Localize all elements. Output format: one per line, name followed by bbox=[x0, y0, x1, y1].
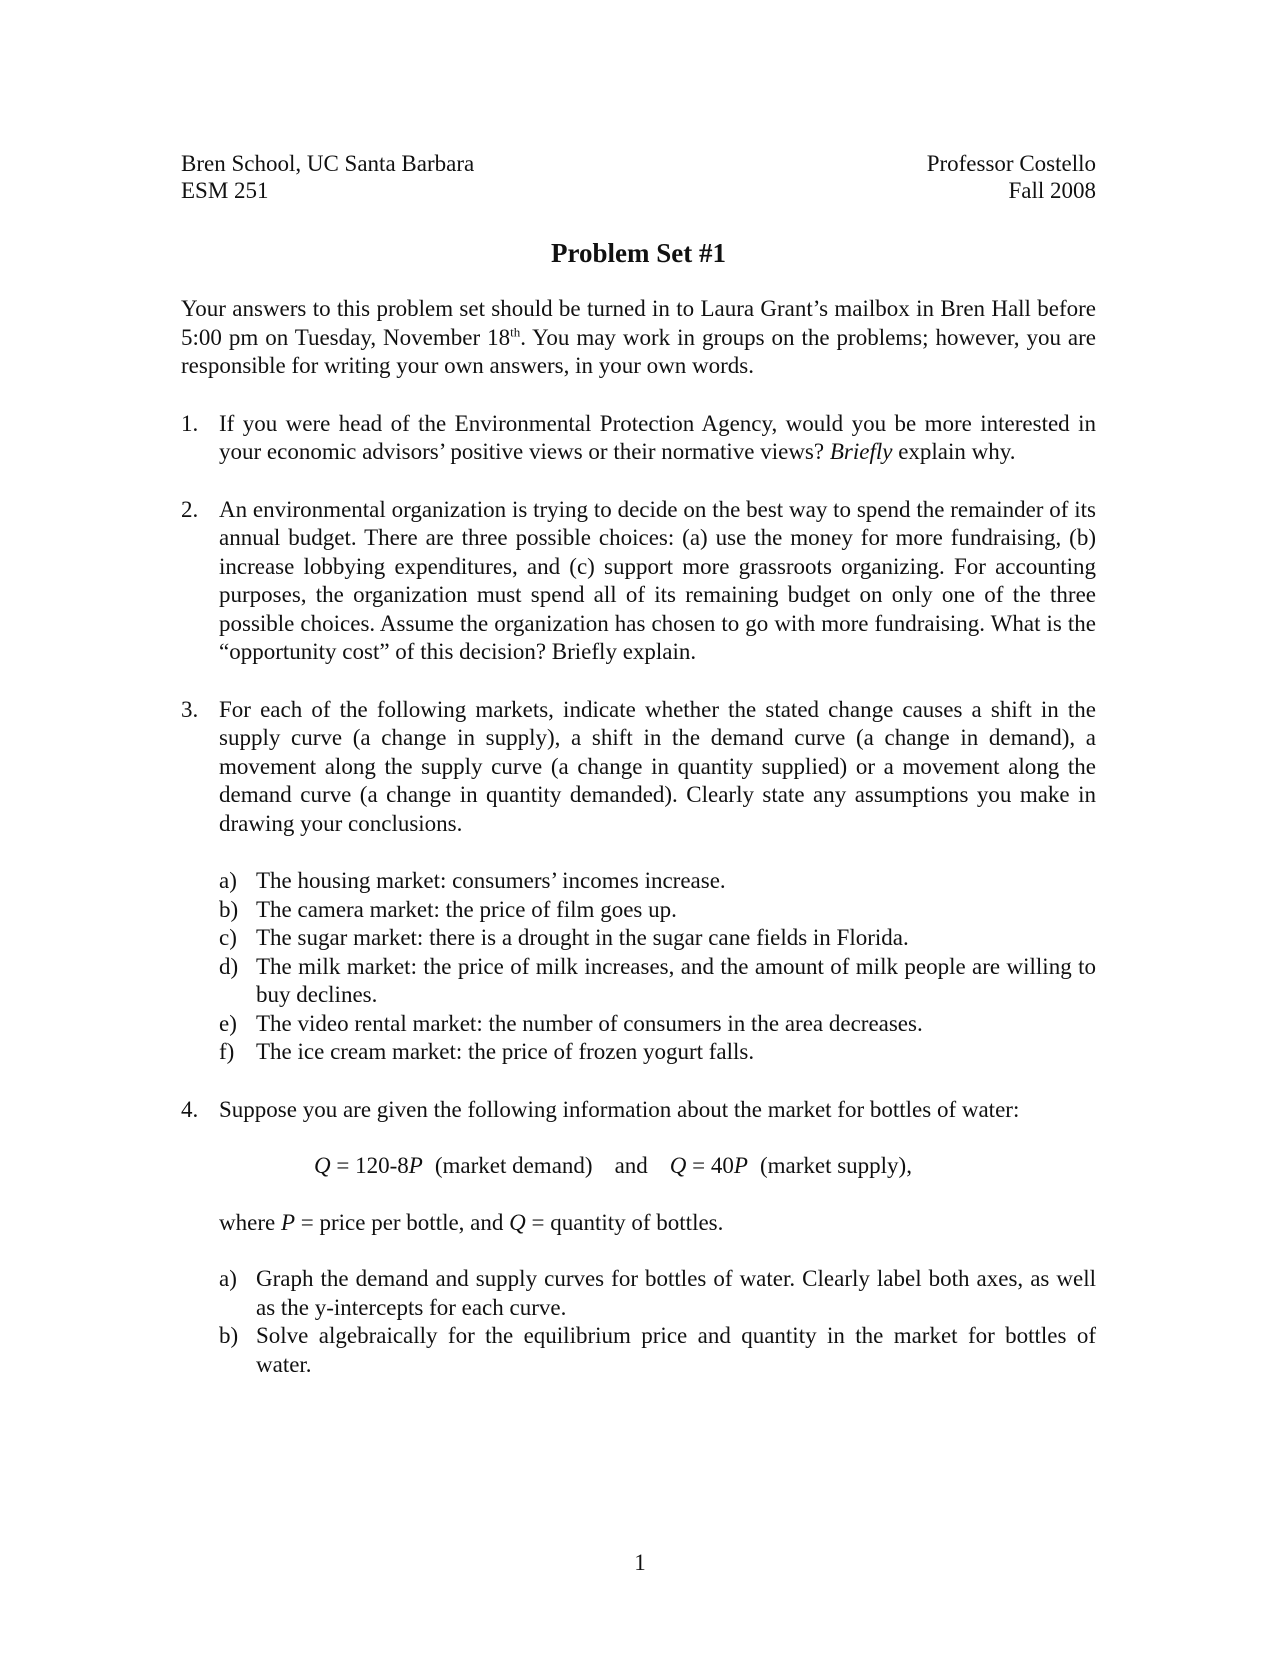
market-equations: Q = 120-8P (market demand) and Q = 40P (market supply), bbox=[314, 1153, 912, 1178]
question-number: 2. bbox=[181, 496, 199, 522]
ordinal-suffix: th bbox=[510, 323, 521, 339]
course-code: ESM 251 bbox=[181, 178, 269, 203]
question-4-parts bbox=[219, 1265, 1096, 1379]
question-1: 1. If you were head of the Environmental Protection Agency, would you be more interested in your economic advisors’ positive views or their normative views? Briefly explain why. bbox=[181, 410, 1096, 464]
intro-paragraph: Your answers to this problem set should be turned in to Laura Grant’s mailbox in Bren Hall before 5:00 pm on Tuesday, November 18th. You may work in groups on the problems; however, you are responsible for writing your own answers, in your own words. bbox=[181, 296, 1096, 378]
variable-definitions: where P = price per bottle, and Q = quantity of bottles. bbox=[219, 1209, 724, 1235]
list-item: a) The housing market: consumers’ incomes increase. bbox=[219, 868, 726, 893]
page-content bbox=[181, 150, 1096, 1379]
question-text: Suppose you are given the following information about the market for bottles of water: bbox=[219, 1096, 1020, 1122]
question-2 bbox=[181, 496, 1096, 667]
page-header bbox=[181, 150, 1096, 204]
list-item: a) Graph the demand and supply curves for bottles of water. Clearly label both axes, as well as the y-intercepts for each curve. bbox=[219, 1266, 1096, 1320]
list-item: d) The milk market: the price of milk increases, and the amount of milk people are willing to buy declines. bbox=[219, 953, 1096, 1007]
school-name: Bren School, UC Santa Barbara bbox=[181, 151, 475, 176]
list-item: b) The camera market: the price of film goes up. bbox=[219, 896, 677, 922]
question-3 bbox=[181, 696, 1096, 1067]
page-title: Problem Set #1 bbox=[551, 238, 726, 268]
page-number: 1 bbox=[634, 1550, 646, 1575]
list-item: f) The ice cream market: the price of frozen yogurt falls. bbox=[219, 1039, 755, 1064]
question-text: An environmental organization is trying to decide on the best way to spend the remainder of its annual budget. There are three possible choices: (a) use the money for more fundraising, (b) increase lobbying expenditures, and (c) support more grassroots organizing. For accounting purposes, the organization must spend all of its remaining budget on only one of the three possible choices. Assume the organization has chosen to go with more fundraising. What is the “opportunity cost” of this decision? Briefly explain. bbox=[219, 496, 1096, 664]
list-item: e) The video rental market: the number of consumers in the area decreases. bbox=[219, 1010, 923, 1036]
emphasis: Briefly bbox=[829, 439, 893, 464]
term: Fall 2008 bbox=[1008, 178, 1096, 203]
question-number: 1. bbox=[181, 410, 199, 436]
professor-name: Professor Costello bbox=[926, 151, 1096, 176]
question-number: 3. bbox=[181, 696, 199, 722]
question-4 bbox=[181, 1096, 1096, 1380]
question-text: For each of the following markets, indicate whether the stated change causes a shift in the supply curve (a change in supply), a shift in the demand curve (a change in demand), a movement along the supply curve (a change in quantity supplied) or a movement along the demand curve (a change in quantity demanded). Clearly state any assumptions you make in drawing your conclusions. bbox=[219, 696, 1096, 836]
header-left bbox=[181, 150, 474, 204]
question-3-parts bbox=[219, 867, 1096, 1067]
list-item: b) Solve algebraically for the equilibrium price and quantity in the market for bottles of water. bbox=[219, 1323, 1096, 1377]
question-number: 4. bbox=[181, 1096, 199, 1122]
list-item: c) The sugar market: there is a drought in the sugar cane fields in Florida. bbox=[219, 925, 909, 950]
header-right bbox=[927, 150, 1096, 204]
